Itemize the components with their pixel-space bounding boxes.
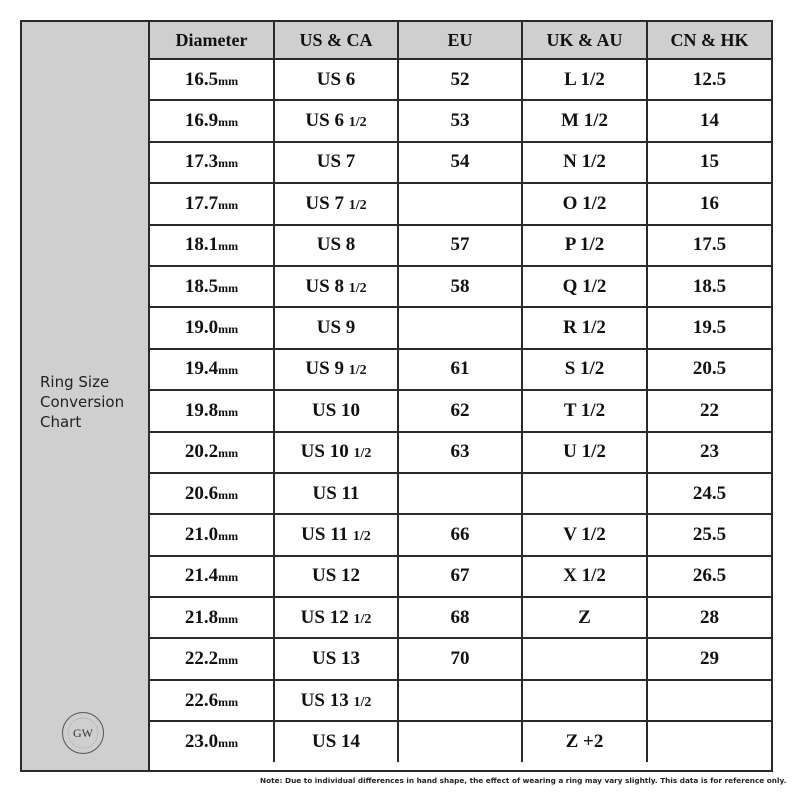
us-size-cell xyxy=(274,266,398,307)
uk-size-cell: Z +2 xyxy=(522,721,647,761)
uk-size-cell: O 1/2 xyxy=(522,183,647,224)
us-size-value: US 12 xyxy=(311,565,361,587)
diameter-value: 17.7 xyxy=(184,192,219,214)
uk-size-cell: M 1/2 xyxy=(522,100,647,141)
us-size-cell xyxy=(274,638,398,679)
us-size-value: US 10 xyxy=(300,441,349,463)
diameter-cell xyxy=(150,390,274,431)
us-size-fraction: 1/2 xyxy=(353,611,372,627)
us-size-fraction: 1/2 xyxy=(352,528,371,544)
diameter-unit: mm xyxy=(218,487,239,502)
diameter-unit: mm xyxy=(218,322,239,337)
diameter-unit: mm xyxy=(218,115,239,130)
diameter-value: 19.4 xyxy=(184,358,219,380)
table-row xyxy=(150,638,771,679)
us-size-cell xyxy=(274,597,398,638)
diameter-unit: mm xyxy=(218,156,239,171)
diameter-cell xyxy=(150,514,274,555)
table-row xyxy=(150,225,771,266)
us-size-cell xyxy=(274,100,398,141)
cn-size-cell: 26.5 xyxy=(647,556,771,597)
diameter-cell xyxy=(150,142,274,183)
us-size-cell xyxy=(274,349,398,390)
diameter-unit: mm xyxy=(218,611,239,626)
diameter-unit: mm xyxy=(218,570,239,585)
us-size-cell xyxy=(274,307,398,348)
uk-size-cell: T 1/2 xyxy=(522,390,647,431)
diameter-cell xyxy=(150,225,274,266)
eu-size-cell xyxy=(398,183,522,224)
diameter-value: 16.5 xyxy=(184,68,219,90)
diameter-value: 22.6 xyxy=(184,689,219,711)
us-size-cell xyxy=(274,390,398,431)
eu-size-cell: 57 xyxy=(398,225,522,266)
table-row xyxy=(150,307,771,348)
us-size-cell xyxy=(274,432,398,473)
table-row xyxy=(150,514,771,555)
us-size-value: US 9 xyxy=(305,358,344,380)
sidebar xyxy=(22,22,150,770)
cn-size-cell xyxy=(647,680,771,721)
us-size-cell xyxy=(274,183,398,224)
us-size-cell xyxy=(274,721,398,761)
diameter-value: 21.0 xyxy=(184,523,219,545)
us-size-value: US 7 xyxy=(305,192,344,214)
diameter-cell xyxy=(150,349,274,390)
diameter-unit: mm xyxy=(218,735,239,750)
cn-size-cell: 29 xyxy=(647,638,771,679)
table-row xyxy=(150,390,771,431)
uk-size-cell: S 1/2 xyxy=(522,349,647,390)
diameter-unit: mm xyxy=(218,280,239,295)
eu-size-cell: 54 xyxy=(398,142,522,183)
diameter-value: 18.5 xyxy=(184,275,219,297)
uk-size-cell: L 1/2 xyxy=(522,59,647,100)
diameter-cell xyxy=(150,100,274,141)
chart-label: Ring Size Conversion Chart xyxy=(40,373,125,431)
diameter-unit: mm xyxy=(218,694,239,709)
uk-size-cell: Z xyxy=(522,597,647,638)
cn-size-cell: 24.5 xyxy=(647,473,771,514)
eu-size-cell: 58 xyxy=(398,266,522,307)
diameter-cell xyxy=(150,721,274,761)
cn-size-cell: 17.5 xyxy=(647,225,771,266)
diameter-cell xyxy=(150,556,274,597)
diameter-unit: mm xyxy=(218,404,239,419)
uk-size-cell xyxy=(522,680,647,721)
cn-size-cell: 16 xyxy=(647,183,771,224)
table-row xyxy=(150,59,771,100)
cn-size-cell: 20.5 xyxy=(647,349,771,390)
cn-size-cell: 18.5 xyxy=(647,266,771,307)
diameter-cell xyxy=(150,473,274,514)
cn-size-cell: 15 xyxy=(647,142,771,183)
us-size-fraction: 1/2 xyxy=(348,280,367,296)
us-size-cell xyxy=(274,225,398,266)
footnote: Note: Due to individual differences in hand shape, the effect of wearing a ring may vary slightly. This data is for reference only. xyxy=(260,776,787,785)
us-size-value: US 13 xyxy=(311,648,361,670)
us-size-value: US 11 xyxy=(312,482,360,504)
table-row xyxy=(150,266,771,307)
eu-size-cell: 52 xyxy=(398,59,522,100)
table-row xyxy=(150,183,771,224)
diameter-cell xyxy=(150,680,274,721)
table-row xyxy=(150,142,771,183)
us-size-value: US 8 xyxy=(316,234,356,256)
diameter-cell xyxy=(150,266,274,307)
diameter-value: 20.6 xyxy=(184,482,219,504)
eu-size-cell xyxy=(398,473,522,514)
eu-size-cell xyxy=(398,307,522,348)
eu-size-cell xyxy=(398,680,522,721)
us-size-cell xyxy=(274,473,398,514)
diameter-value: 22.2 xyxy=(184,648,219,670)
diameter-unit: mm xyxy=(218,363,239,378)
diameter-unit: mm xyxy=(218,197,239,212)
cn-size-cell: 23 xyxy=(647,432,771,473)
eu-size-cell xyxy=(398,721,522,761)
uk-size-cell: X 1/2 xyxy=(522,556,647,597)
column-header: EU xyxy=(398,22,522,59)
eu-size-cell: 62 xyxy=(398,390,522,431)
column-header: CN & HK xyxy=(647,22,771,59)
diameter-value: 19.8 xyxy=(184,399,219,421)
us-size-cell xyxy=(274,142,398,183)
us-size-value: US 9 xyxy=(316,317,356,339)
diameter-cell xyxy=(150,638,274,679)
cn-size-cell: 14 xyxy=(647,100,771,141)
logo-text: GW xyxy=(73,726,93,740)
uk-size-cell: Q 1/2 xyxy=(522,266,647,307)
diameter-value: 17.3 xyxy=(184,151,219,173)
diameter-cell xyxy=(150,307,274,348)
eu-size-cell: 68 xyxy=(398,597,522,638)
column-header: US & CA xyxy=(274,22,398,59)
us-size-value: US 13 xyxy=(300,689,349,711)
table-row xyxy=(150,680,771,721)
uk-size-cell xyxy=(522,473,647,514)
us-size-fraction: 1/2 xyxy=(348,115,367,131)
conversion-table xyxy=(150,22,771,762)
table-row xyxy=(150,556,771,597)
us-size-cell xyxy=(274,59,398,100)
uk-size-cell: R 1/2 xyxy=(522,307,647,348)
us-size-value: US 6 xyxy=(305,110,344,132)
uk-size-cell xyxy=(522,638,647,679)
us-size-value: US 12 xyxy=(300,606,349,628)
us-size-value: US 6 xyxy=(316,68,356,90)
cn-size-cell: 12.5 xyxy=(647,59,771,100)
eu-size-cell: 53 xyxy=(398,100,522,141)
cn-size-cell: 22 xyxy=(647,390,771,431)
cn-size-cell xyxy=(647,721,771,761)
uk-size-cell: U 1/2 xyxy=(522,432,647,473)
gw-monogram-icon xyxy=(62,712,104,754)
table-row xyxy=(150,432,771,473)
us-size-cell xyxy=(274,680,398,721)
us-size-value: US 10 xyxy=(311,399,361,421)
us-size-fraction: 1/2 xyxy=(348,197,367,213)
eu-size-cell: 67 xyxy=(398,556,522,597)
diameter-value: 16.9 xyxy=(184,110,219,132)
uk-size-cell: P 1/2 xyxy=(522,225,647,266)
diameter-value: 19.0 xyxy=(184,317,219,339)
diameter-cell xyxy=(150,597,274,638)
diameter-unit: mm xyxy=(218,446,239,461)
diameter-value: 20.2 xyxy=(184,441,219,463)
ring-size-chart xyxy=(20,20,773,772)
cn-size-cell: 28 xyxy=(647,597,771,638)
us-size-value: US 11 xyxy=(301,523,349,545)
diameter-value: 18.1 xyxy=(184,234,219,256)
diameter-unit: mm xyxy=(218,239,239,254)
us-size-value: US 8 xyxy=(305,275,344,297)
diameter-unit: mm xyxy=(218,73,239,88)
diameter-cell xyxy=(150,432,274,473)
diameter-unit: mm xyxy=(218,528,239,543)
us-size-fraction: 1/2 xyxy=(353,446,372,462)
us-size-value: US 7 xyxy=(316,151,356,173)
column-header: UK & AU xyxy=(522,22,647,59)
table-row xyxy=(150,473,771,514)
cn-size-cell: 25.5 xyxy=(647,514,771,555)
diameter-cell xyxy=(150,183,274,224)
table-row xyxy=(150,597,771,638)
gw-logo-svg xyxy=(63,713,103,753)
diameter-unit: mm xyxy=(218,653,239,668)
diameter-value: 21.8 xyxy=(184,606,219,628)
cn-size-cell: 19.5 xyxy=(647,307,771,348)
us-size-cell xyxy=(274,514,398,555)
us-size-cell xyxy=(274,556,398,597)
diameter-value: 23.0 xyxy=(184,730,219,752)
table-row xyxy=(150,721,771,761)
eu-size-cell: 61 xyxy=(398,349,522,390)
uk-size-cell: V 1/2 xyxy=(522,514,647,555)
us-size-value: US 14 xyxy=(311,730,361,752)
eu-size-cell: 66 xyxy=(398,514,522,555)
uk-size-cell: N 1/2 xyxy=(522,142,647,183)
us-size-fraction: 1/2 xyxy=(353,694,372,710)
diameter-value: 21.4 xyxy=(184,565,219,587)
header-row xyxy=(150,22,771,59)
diameter-cell xyxy=(150,59,274,100)
eu-size-cell: 70 xyxy=(398,638,522,679)
column-header: Diameter xyxy=(150,22,274,59)
us-size-fraction: 1/2 xyxy=(348,363,367,379)
table-row xyxy=(150,100,771,141)
table-row xyxy=(150,349,771,390)
table-body xyxy=(150,59,771,762)
eu-size-cell: 63 xyxy=(398,432,522,473)
